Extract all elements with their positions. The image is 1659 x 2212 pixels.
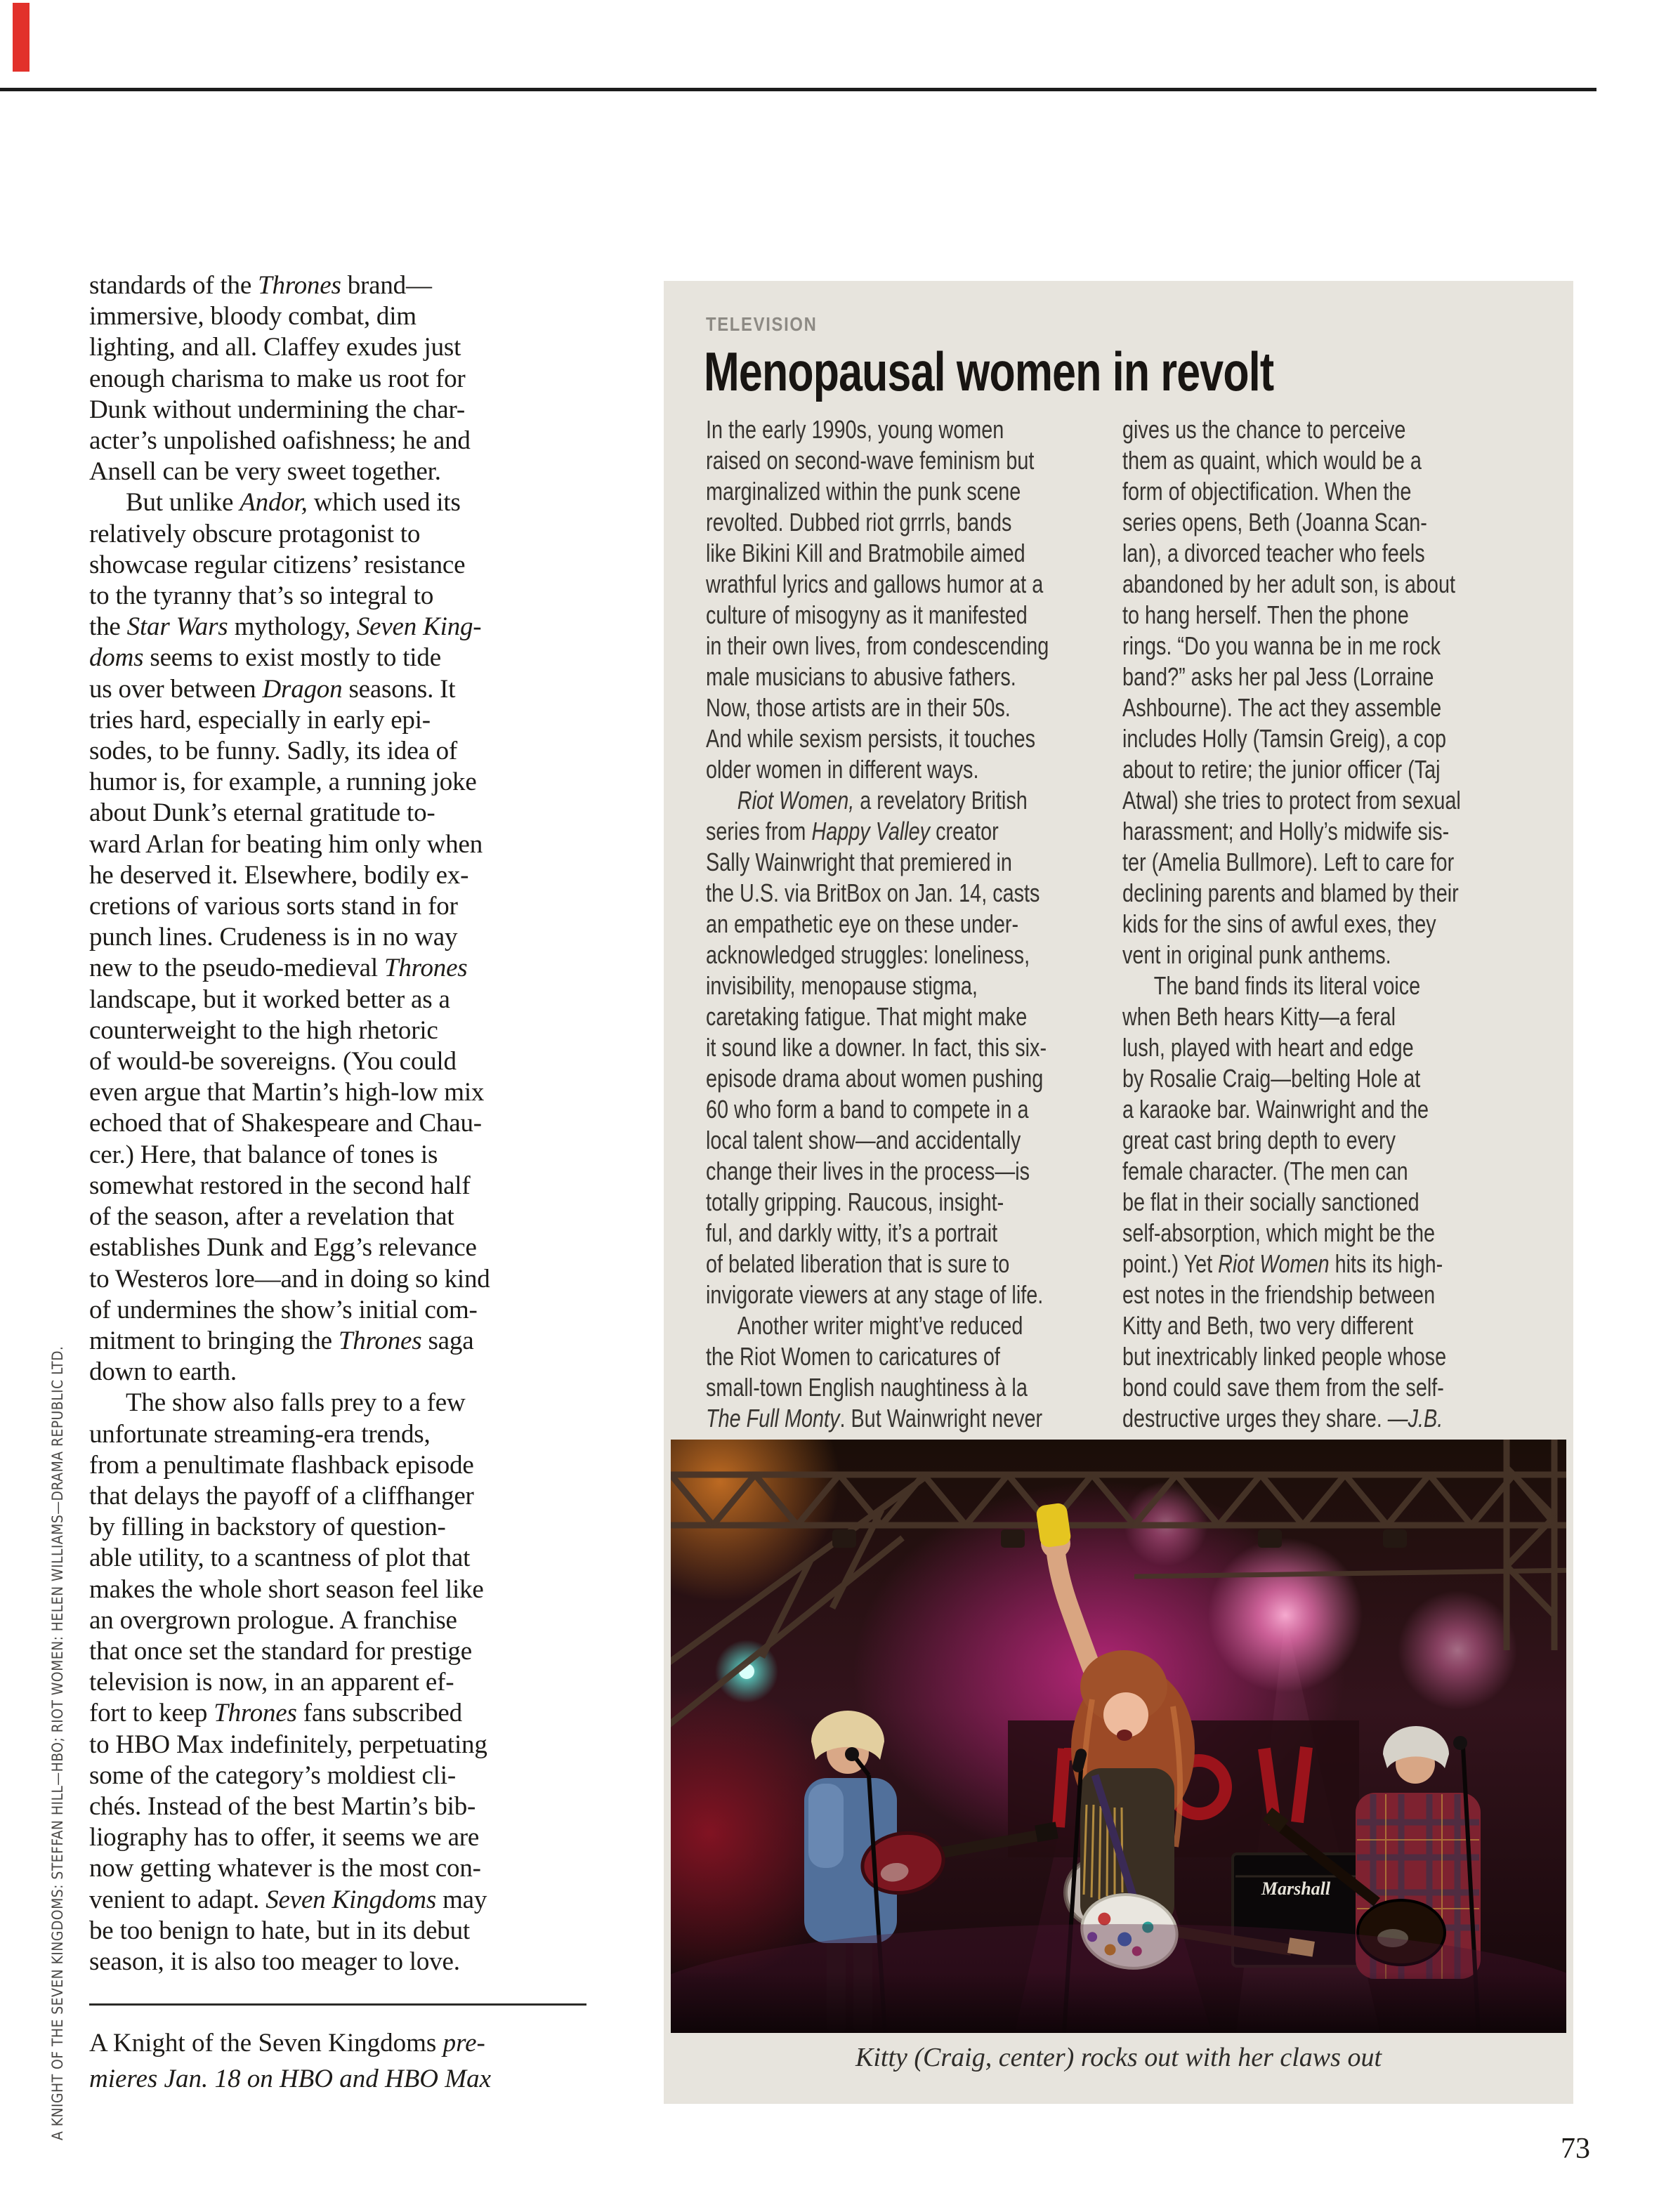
photo-credit-vertical: A KNIGHT OF THE SEVEN KINGDOMS: STEFFAN HILL—HBO; RIOT WOMEN: HELEN WILLIAMS—DRAMA REPUBLIC LTD. bbox=[49, 1345, 66, 2140]
article-headline: Menopausal women in revolt bbox=[704, 341, 1274, 402]
yellow-shaker bbox=[1035, 1502, 1072, 1548]
concert-photo bbox=[671, 1440, 1566, 2033]
tv-article-column-2: gives us the chance to perceive them as quaint, which would be a form of objectification. When the series opens, Beth (Joanna Scan- lan), a divorced teacher who feels abandoned by her adult son, is about to hang herself. Then the phone rings. “Do you wanna be in me rock band?” asks her pal Jess (Lorraine Ashbourne). The act they assemble includes Holly (Tamsin Greig), a cop about to retire; the junior officer (Taj Atwal) she tries to protect from sexual harassment; and Holly’s midwife sis- ter (Amelia Bullmore). Left to care for declining parents and blamed by their kids for the sins of awful exes, they vent in original punk anthems. The band finds its literal voice when Beth hears Kitty—a feral lush, played with heart and edge by Rosalie Craig—belting Hole at a karaoke bar. Wainwright and the great cast bring depth to every female character. (The men can be flat in their socially sanctioned self-absorption, which might be the point.) Yet Riot Women hits its high- est notes in the friendship between Kitty and Beth, two very different but inextricably linked people whose bond could save them from the self- destructive urges they share. —J.B. bbox=[1122, 415, 1461, 1433]
red-spine-mark bbox=[13, 3, 29, 72]
tv-article-column-1: In the early 1990s, young women raised on second-wave feminism but marginalized within the punk scene revolted. Dubbed riot grrrls, bands like Bikini Kill and Bratmobile aimed wrathful lyrics and gallows humor at a culture of misogyny as it manifested in their own lives, from condescending male musicians to abusive fathers. Now, those artists are in their 50s. And while sexism persists, it touches older women in different ways. Riot Women, a revelatory British series from Happy Valley creator Sally Wainwright that premiered in the U.S. via BritBox on Jan. 14, casts an empathetic eye on these under- acknowledged struggles: loneliness, invisibility, menopause stigma, caretaking fatigue. That might make it sound like a downer. In fact, this six- episode drama about women pushing 60 who form a band to compete in a local talent show—and accidentally change their lives in the process—is totally gripping. Raucous, insight- ful, and darkly witty, it’s a portrait of belated liberation that is sure to invigorate viewers at any stage of life. Another writer might’ve reduced the Riot Women to caricatures of small-town English naughtiness à la The Full Monty. But Wainwright never bbox=[706, 415, 1049, 1433]
open-mouth bbox=[1117, 1730, 1132, 1741]
bottom-vignette bbox=[671, 1972, 1566, 2033]
left-article-signoff: A Knight of the Seven Kingdoms pre- mieres Jan. 18 on HBO and HBO Max bbox=[89, 2029, 492, 2093]
amp-logo-text: Marshall bbox=[1261, 1878, 1331, 1899]
microphone-right bbox=[1453, 1736, 1467, 1750]
page-number: 73 bbox=[1561, 2133, 1590, 2165]
concert-photo-illustration bbox=[671, 1440, 1566, 2033]
section-kicker: TELEVISION bbox=[706, 313, 818, 335]
microphone-left bbox=[845, 1747, 859, 1761]
photo-caption: Kitty (Craig, center) rocks out with her claws out bbox=[855, 2043, 1382, 2072]
left-article-footer-rule bbox=[89, 2003, 586, 2006]
television-panel bbox=[664, 281, 1573, 2104]
top-rule bbox=[0, 88, 1596, 91]
left-article-body: standards of the Thrones brand— immersive, bloody combat, dim lighting, and all. Claffey exudes just enough charisma to make us root for Dunk without undermining the char- acter’s unpolished oafishness; he and Ansell can be very sweet together. But unlike Andor, which used its relatively obscure protagonist to showcase regular citizens’ resistance to the tyranny that’s so integral to the Star Wars mythology, Seven King- doms seems to exist mostly to tide us over between Dragon seasons. It tries hard, especially in early epi- sodes, to be funny. Sadly, its idea of humor is, for example, a running joke about Dunk’s eternal gratitude to- ward Arlan for beating him only when he deserved it. Elsewhere, bodily ex- cretions of various sorts stand in for punch lines. Crudeness is in no way new to the pseudo-medieval Thrones landscape, but it worked better as a counterweight to the high rhetoric of would-be sovereigns. (You could even argue that Martin’s high-low mix echoed that of Shakespeare and Chau- cer.) Here, that balance of tones is somewhat restored in the second half of the season, after a revelation that establishes Dunk and Egg’s relevance to Westeros lore—and in doing so kind of undermines the show’s initial com- mitment to bringing the Thrones saga down to earth. The show also falls prey to a few unfortunate streaming-era trends, from a penultimate flashback episode that delays the payoff of a cliffhanger by filling in backstory of question- able utility, to a scantness of plot that makes the whole short season feel like an overgrown prologue. A franchise that once set the standard for prestige television is now, in an apparent ef- fort to keep Thrones fans subscribed to HBO Max indefinitely, perpetuating some of the category’s moldiest cli- chés. Instead of the best Martin’s bib- liography has to offer, it seems we are now getting whatever is the most con- venient to adapt. Seven Kingdoms may be too benign to hate, but in its debut season, it is also too meager to love. bbox=[89, 271, 490, 1976]
pink-spotlight-2 bbox=[1398, 1591, 1517, 1710]
